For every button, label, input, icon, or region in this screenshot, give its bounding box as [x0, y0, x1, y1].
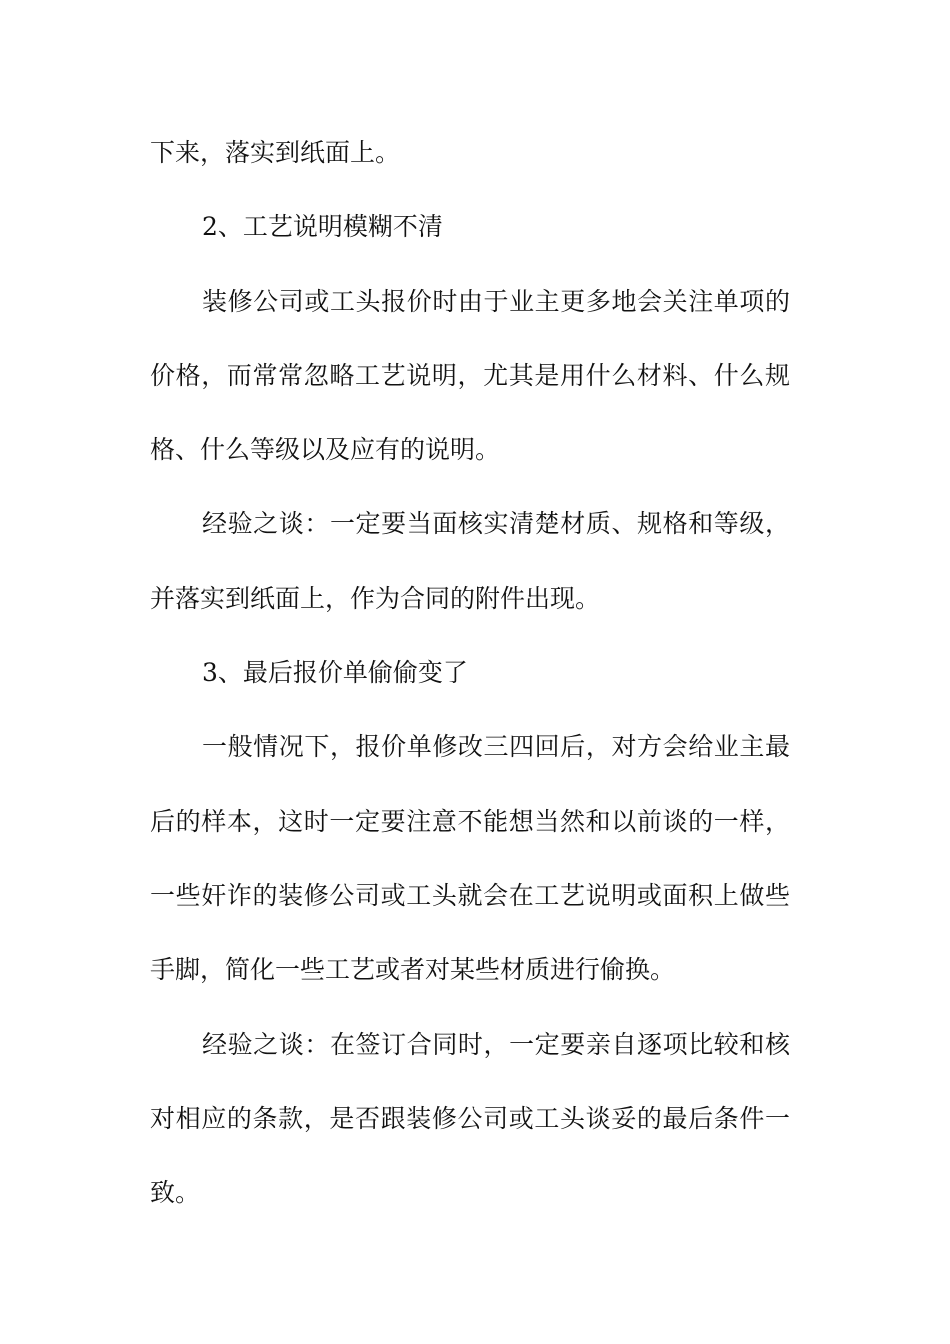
text-line: 价格，而常常忽略工艺说明，尤其是用什么材料、什么规 [150, 360, 790, 390]
text-line: 经验之谈：一定要当面核实清楚材质、规格和等级， [202, 509, 790, 539]
text-line: 对相应的条款，是否跟装修公司或工头谈妥的最后条件一 [150, 1103, 790, 1133]
text-line: 一些奸诈的装修公司或工头就会在工艺说明或面积上做些 [150, 880, 790, 910]
text-line: 经验之谈：在签订合同时，一定要亲自逐项比较和核 [202, 1029, 790, 1059]
text-line: 手脚，简化一些工艺或者对某些材质进行偷换。 [150, 955, 676, 985]
text-line: 2、工艺说明模糊不清 [202, 212, 443, 242]
text-line: 格、什么等级以及应有的说明。 [150, 435, 501, 465]
body-text [150, 116, 790, 1230]
text-line: 3、最后报价单偷偷变了 [202, 658, 468, 688]
text-line: 致。 [150, 1178, 201, 1208]
text-line: 并落实到纸面上，作为合同的附件出现。 [150, 583, 601, 613]
text-line: 装修公司或工头报价时由于业主更多地会关注单项的 [202, 286, 790, 316]
text-line: 后的样本，这时一定要注意不能想当然和以前谈的一样， [150, 806, 790, 836]
text-line: 一般情况下，报价单修改三四回后，对方会给业主最 [202, 732, 790, 762]
text-line: 下来，落实到纸面上。 [150, 138, 401, 167]
